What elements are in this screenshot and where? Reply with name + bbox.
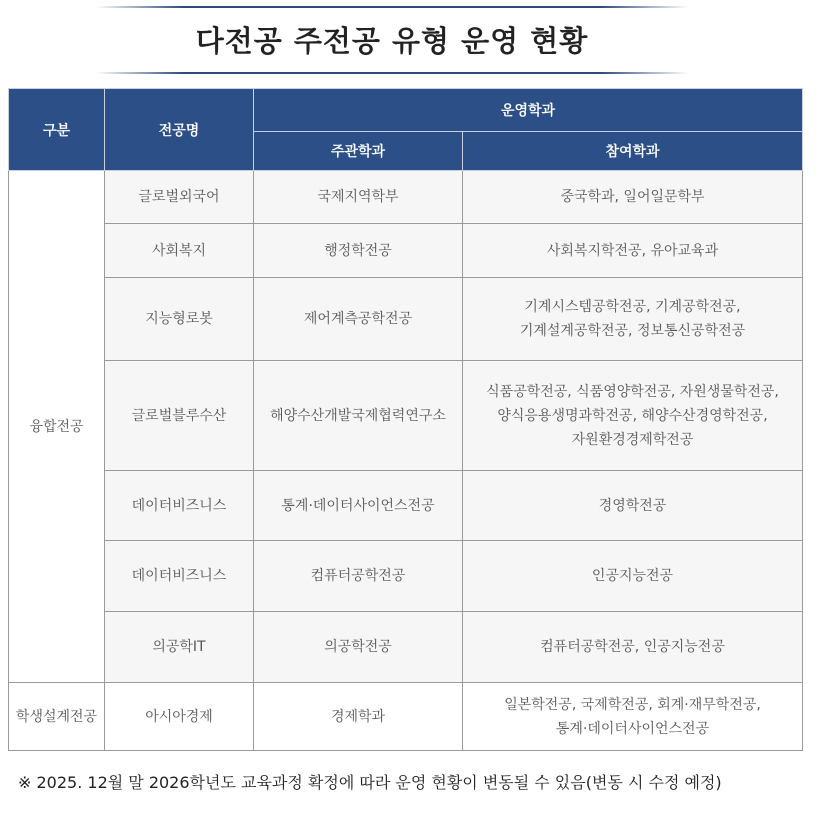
participating-dept-cell — [463, 471, 803, 541]
table-row — [9, 612, 803, 683]
lead-dept-cell: 의공학전공 — [254, 612, 463, 683]
table-row — [9, 541, 803, 612]
participating-dept-cell — [463, 171, 803, 224]
header-category: 구분 — [9, 89, 105, 171]
participating-dept-cell — [463, 278, 803, 361]
participating-line: 기계시스템공학전공, 기계공학전공, — [524, 299, 741, 315]
footnote: ※ 2025. 12월 말 2026학년도 교육과정 확정에 따라 운영 현황이 변동될 수 있음(변동 시 수정 예정) — [18, 773, 722, 792]
table-row — [9, 361, 803, 471]
participating-line: 일본학전공, 국제학전공, 회계·재무학전공, — [504, 696, 761, 713]
participating-line: 양식응용생명과학전공, 해양수산경영학전공, — [497, 407, 768, 424]
page-title: 다전공 주전공 유형 운영 현황 — [195, 24, 589, 58]
header-major-name: 전공명 — [105, 89, 254, 171]
participating-dept-cell — [463, 361, 803, 471]
operations-table — [8, 88, 803, 751]
lead-dept-cell: 통계·데이터사이언스전공 — [254, 471, 463, 541]
major-cell: 데이터비즈니스 — [105, 541, 254, 612]
participating-dept-cell — [463, 541, 803, 612]
header-participating-dept: 참여학과 — [463, 132, 803, 171]
participating-line: 사회복지학전공, 유아교육과 — [546, 242, 719, 259]
lead-dept-cell: 해양수산개발국제협력연구소 — [254, 361, 463, 471]
lead-dept-cell: 행정학전공 — [254, 224, 463, 278]
participating-line: 인공지능전공 — [591, 568, 674, 584]
table-row — [9, 471, 803, 541]
major-cell: 글로벌외국어 — [105, 171, 254, 224]
major-cell: 아시아경제 — [105, 683, 254, 751]
table-row — [9, 224, 803, 278]
category-cell: 학생설계전공 — [9, 683, 105, 751]
title-bottom-rule — [95, 72, 689, 74]
title-block — [95, 6, 689, 76]
major-cell: 데이터비즈니스 — [105, 471, 254, 541]
table-row — [9, 278, 803, 361]
participating-line: 통계·데이터사이언스전공 — [555, 720, 710, 737]
lead-dept-cell: 제어계측공학전공 — [254, 278, 463, 361]
major-cell: 사회복지 — [105, 224, 254, 278]
table-row — [9, 171, 803, 224]
lead-dept-cell: 국제지역학부 — [254, 171, 463, 224]
participating-dept-cell — [463, 612, 803, 683]
header-operating-dept: 운영학과 — [254, 89, 803, 132]
participating-line: 기계설계공학전공, 정보통신공학전공 — [519, 323, 746, 339]
participating-line: 경영학전공 — [598, 497, 667, 514]
major-cell: 지능형로봇 — [105, 278, 254, 361]
lead-dept-cell: 컴퓨터공학전공 — [254, 541, 463, 612]
title-top-rule — [95, 6, 689, 8]
participating-line: 자원환경경제학전공 — [571, 431, 694, 448]
major-cell: 의공학IT — [105, 612, 254, 683]
major-cell: 글로벌블루수산 — [105, 361, 254, 471]
table-row — [9, 683, 803, 751]
participating-line: 컴퓨터공학전공, 인공지능전공 — [540, 639, 725, 655]
category-cell: 융합전공 — [9, 171, 105, 683]
participating-line: 중국학과, 일어일문학부 — [560, 189, 705, 205]
participating-line: 식품공학전공, 식품영양학전공, 자원생물학전공, — [486, 383, 779, 400]
header-lead-dept: 주관학과 — [254, 132, 463, 171]
lead-dept-cell: 경제학과 — [254, 683, 463, 751]
participating-dept-cell — [463, 224, 803, 278]
participating-dept-cell — [463, 683, 803, 751]
